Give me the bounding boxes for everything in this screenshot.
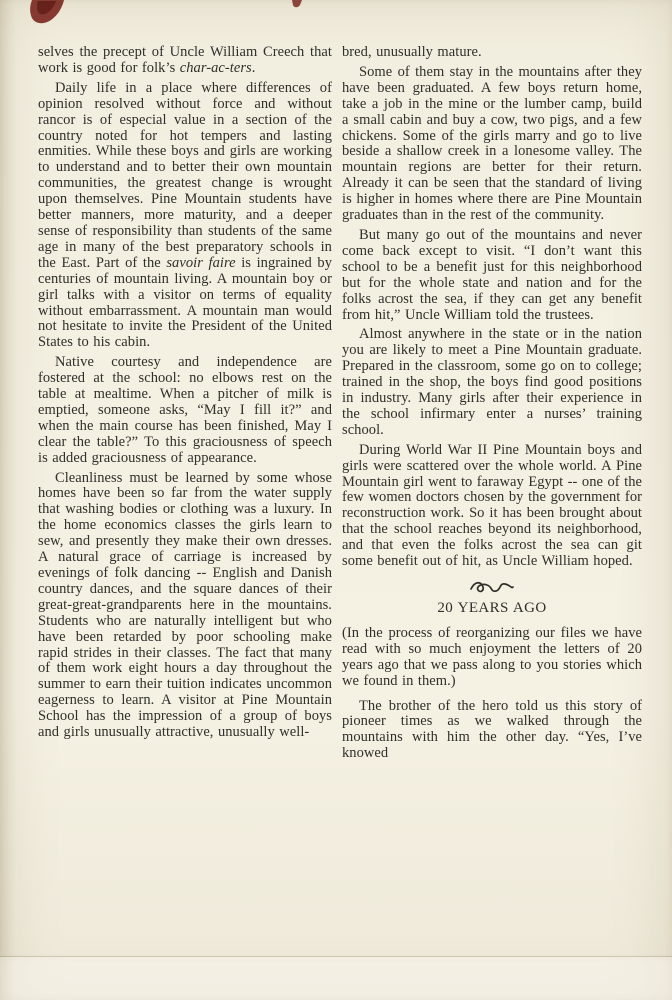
paragraph: Cleanliness must be learned by some whose homes have been so far from the water supply that washing bodies or clothing was a luxury. In the home economics classes the girls learn to sew, and presently they make their own dresses. A natural grace of carriage is increased by evenings of folk dancing -- English and Danish country dances, and the square dances of their great-great-grandparents here in the mountains. Students who are naturally intelligent but who have been retarded by poor schooling make rapid strides in their classes. The fact that many of them work eight hours a day throughout the summer to earn their tuition indicates uncommon eagerness to learn. A visitor at Pine Mountain School has the impression of a group of boys and girls unusually attractive, unusually well-: [38, 469, 332, 741]
italic-run: char-ac-ters: [179, 59, 252, 76]
paragraph: During World War II Pine Mountain boys and girls were scattered over the whole world. A Pine Mountain girl went to faraway Egypt -- one of the few women doctors chosen by the government for reconstruction work. So it has been brought about that the school reaches beyond its neighborhood, and that even the folks acrost the sea can git some benefit out of hit, as Uncle William hoped.: [342, 441, 642, 570]
paragraph: Almost anywhere in the state or in the nation you are likely to meet a Pine Mountain graduate. Prepared in the classroom, some go on to college; trained in the shop, the boys find good positions in industry. Many girls after their experience in the school infirmary enter a nurses’ training school.: [342, 326, 642, 438]
text-run: Daily life in a place where differences of opinion resolved without force and without rancor is of especial value in a section of the country noted for hot tempers and lasting enmities. While these boys and girls are working to understand and to better their own mountain communities, the greatest change is wrought upon themselves. Pine Mountain students have better manners, more maturity, and a deeper sense of responsibility than students of the same age in many of the best preparatory schools in the East. Part of the: [38, 79, 332, 271]
page-fold-crease: [0, 956, 672, 957]
paragraph: (In the process of reorganizing our files we have read with so much enjoyment the letters of 20 years ago that we pass along to you stories which we found in them.): [342, 624, 642, 689]
section-heading: 20 YEARS AGO: [437, 600, 547, 616]
text-run: selves the precept of Uncle William Creech that work is good for folk’s: [38, 44, 332, 76]
fleuron-ornament-icon: [342, 579, 642, 595]
left-column: [38, 45, 332, 766]
right-column: [342, 45, 642, 766]
text-run: .: [251, 59, 256, 76]
italic-run: savoir faire: [166, 254, 236, 271]
paragraph: [38, 45, 332, 77]
paragraph: Some of them stay in the mountains after they have been graduated. A few boys return home, take a job in the mine or the lumber camp, build a small cabin and buy a cow, two pigs, and a few chickens. Some of the girls marry and go to live beside a shallow creek in a lonesome valley. The mountain regions are better for their return. Already it can be seen that the standard of living is higher in homes where there are Pine Mountain graduates than in the rest of the community.: [342, 63, 642, 224]
paragraph: bred, unusually mature.: [342, 44, 482, 60]
paragraph: But many go out of the mountains and never come back except to visit. “I don’t want this school to be a benefit just for this neighborhood but for the whole state and nation and for the folks acrost the sea, if they can get any benefit from hit,” Uncle William told the trustees.: [342, 226, 642, 323]
paragraph: Native courtesy and independence are fostered at the school: no elbows rest on the table at mealtime. When a pitcher of milk is emptied, someone asks, “May I fill it?” and when the main course has been finished, May I clear the table?” To this graciousness of speech is added graciousness of appearance.: [38, 354, 332, 466]
paragraph: [38, 81, 332, 351]
page-bottom-strip: [0, 957, 672, 1000]
text-run: is ingrained by centuries of mountain living. A mountain boy or girl talks with a visitor on terms of equality without embarrassment. A mountain man would not hesitate to invite the President of the United States to his cabin.: [38, 254, 333, 351]
paragraph: The brother of the hero told us this story of pioneer times as we walked through the mountains with him the other day. “Yes, I’ve knowed: [342, 697, 642, 762]
